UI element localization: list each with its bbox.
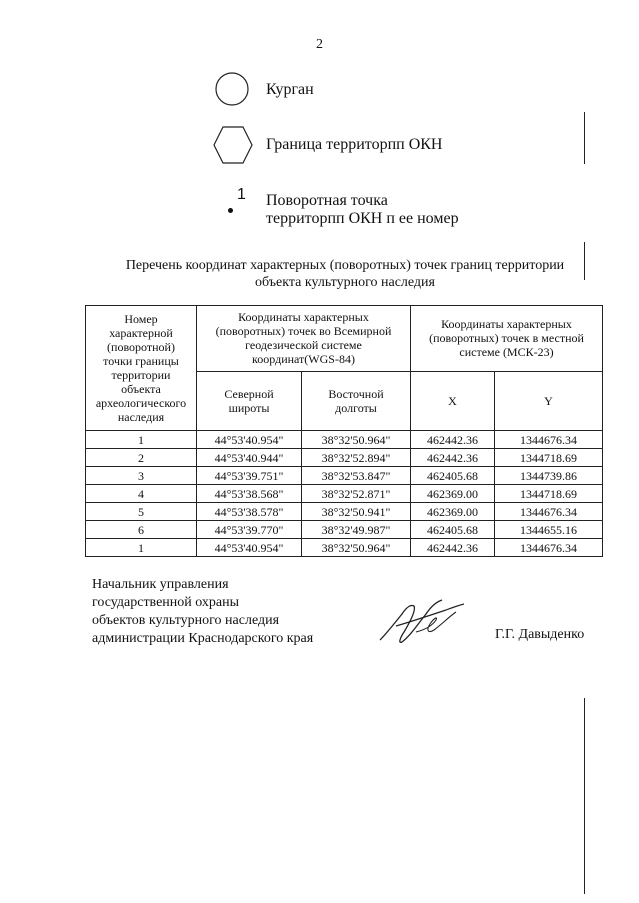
cell-x: 462442.36	[411, 431, 495, 449]
signatory-name: Г.Г. Давыденко	[495, 627, 585, 642]
cell-lon: 38°32'50.941"	[302, 503, 411, 521]
table-row	[86, 539, 603, 557]
table-title-line1: Перечень координат характерных (поворотных) точек границ территории	[125, 258, 565, 273]
subheader-north: Северной широты	[197, 371, 302, 430]
header-wgs84: Координаты характерных (поворотных) точек во Всемирной геодезической системе координат(WGS-84)	[197, 306, 411, 372]
cell-x: 462369.00	[411, 485, 495, 503]
cell-x: 462405.68	[411, 467, 495, 485]
cell-x: 462442.36	[411, 539, 495, 557]
scan-edge-line-middle	[584, 242, 585, 280]
cell-lat: 44°53'38.568"	[197, 485, 302, 503]
cell-point: 5	[86, 503, 197, 521]
header-point-number: Номер характерной (поворотной) точки границы территории объекта археологического наследия	[86, 306, 197, 431]
cell-y: 1344655.16	[495, 521, 603, 539]
subheader-x: X	[411, 371, 495, 430]
scan-edge-line-bottom	[584, 698, 585, 894]
cell-lon: 38°32'50.964"	[302, 539, 411, 557]
table-row	[86, 503, 603, 521]
cell-y: 1344718.69	[495, 485, 603, 503]
subheader-y: Y	[495, 371, 603, 430]
hexagon-icon	[212, 124, 254, 166]
table-title-line2: объекта культурного наследия	[255, 275, 435, 290]
cell-lat: 44°53'38.578"	[197, 503, 302, 521]
cell-lon: 38°32'52.871"	[302, 485, 411, 503]
cell-point: 2	[86, 449, 197, 467]
legend-kurgan-label: Курган	[266, 81, 314, 98]
cell-y: 1344718.69	[495, 449, 603, 467]
coordinates-table	[85, 305, 603, 557]
cell-y: 1344676.34	[495, 431, 603, 449]
cell-point: 6	[86, 521, 197, 539]
cell-lon: 38°32'49.987"	[302, 521, 411, 539]
cell-lon: 38°32'53.847"	[302, 467, 411, 485]
table-row	[86, 449, 603, 467]
cell-lat: 44°53'39.751"	[197, 467, 302, 485]
scan-edge-line-top	[584, 112, 585, 164]
cell-lon: 38°32'50.964"	[302, 431, 411, 449]
handwritten-signature	[376, 596, 468, 648]
cell-point: 3	[86, 467, 197, 485]
legend-boundary-label: Граница территорпп ОКН	[266, 136, 443, 153]
legend-point-label-line2: территорпп ОКН п ее номер	[266, 210, 459, 227]
cell-lat: 44°53'40.944"	[197, 449, 302, 467]
cell-x: 462369.00	[411, 503, 495, 521]
table-row	[86, 431, 603, 449]
table-title	[90, 257, 600, 291]
legend-point-label-line1: Поворотная точка	[266, 192, 388, 209]
signature-line3: объектов культурного наследия	[92, 613, 280, 628]
cell-y: 1344739.86	[495, 467, 603, 485]
legend-point-number: 1	[237, 186, 246, 203]
cell-point: 1	[86, 431, 197, 449]
cell-point: 4	[86, 485, 197, 503]
cell-lat: 44°53'40.954"	[197, 539, 302, 557]
cell-point: 1	[86, 539, 197, 557]
signature-line2: государственной охраны	[92, 595, 240, 610]
table-row	[86, 467, 603, 485]
signature-line4: администрации Краснодарского края	[92, 631, 314, 646]
cell-y: 1344676.34	[495, 503, 603, 521]
cell-lat: 44°53'39.770"	[197, 521, 302, 539]
cell-lon: 38°32'52.894"	[302, 449, 411, 467]
cell-x: 462442.36	[411, 449, 495, 467]
header-msk23: Координаты характерных (поворотных) точек в местной системе (МСК-23)	[411, 306, 603, 372]
page-number: 2	[316, 37, 323, 52]
cell-y: 1344676.34	[495, 539, 603, 557]
signature-line1: Начальник управления	[92, 577, 229, 592]
cell-x: 462405.68	[411, 521, 495, 539]
subheader-east: Восточной долготы	[302, 371, 411, 430]
cell-lat: 44°53'40.954"	[197, 431, 302, 449]
circle-icon	[214, 71, 250, 107]
point-dot-icon	[228, 208, 233, 213]
signature-position	[92, 576, 313, 648]
table-row	[86, 521, 603, 539]
table-row	[86, 485, 603, 503]
